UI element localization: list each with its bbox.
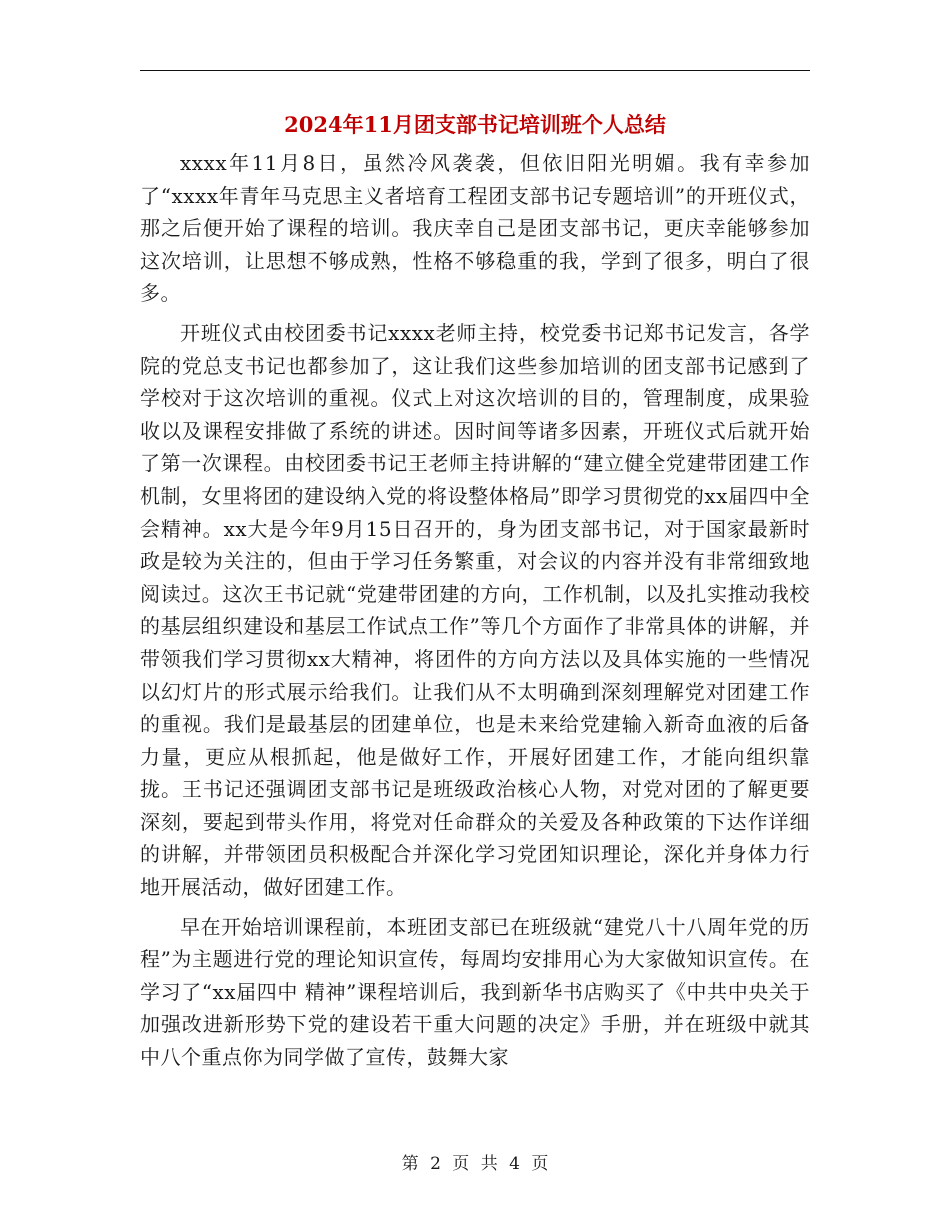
footer-total-label: 共 bbox=[480, 1154, 498, 1174]
document-title: 2024年11月团支部书记培训班个人总结 bbox=[284, 112, 666, 137]
document-body bbox=[140, 147, 810, 1081]
footer-page-current: 2 bbox=[430, 1154, 441, 1174]
paragraph-3: 早在开始培训课程前，本班团支部已在班级就“建党八十八周年党的历程”为主题进行党的理论知识宣传，每周均安排用心为大家做知识宣传。在学习了“xx届四中 精神”课程培训后，我到新华书店购买了《中共中央关于加强改进新形势下党的建设若干重大问题的决定》手册，并在班级中就其中八个重点你为同学做了宣传，鼓舞大家 bbox=[140, 914, 810, 1070]
paragraph-2: 开班仪式由校团委书记xxxx老师主持，校党委书记郑书记发言，各学院的党总支书记也都参加了，这让我们这些参加培训的团支部书记感到了学校对于这次培训的重视。仪式上对这次培训的目的，管理制度，成果验收以及课程安排做了系统的讲述。因时间等诸多因素，开班仪式后就开始了第一次课程。由校团委书记王老师主持讲解的“建立健全党建带团建工作机制，女里将团的建设纳入党的将设整体格局”即学习贯彻党的xx届四中全会精神。xx大是今年9月15日召开的，身为团支部书记，对于国家最新时政是较为关注的，但由于学习任务繁重，对会议的内容并没有非常细致地阅读过。这次王书记就“党建带团建的方向，工作机制，以及扎实推动我校的基层组织建设和基层工作试点工作”等几个方面作了非常具体的讲解，并带领我们学习贯彻xx大精神，将团件的方向方法以及具体实施的一些情况以幻灯片的形式展示给我们。让我们从不太明确到深刻理解党对团建工作的重视。我们是最基层的团建单位，也是未来给党建输入新奇血液的后备力量，更应从根抓起，他是做好工作，开展好团建工作，才能向组织靠拢。王书记还强调团支部书记是班级政治核心人物，对党对团的了解更要深刻，要起到带头作用，将党对任命群众的关爱及各种政策的下达作详细的讲解，并带领团员积极配合并深化学习党团知识理论，深化并身体力行地开展活动，做好团建工作。 bbox=[140, 320, 810, 900]
page-footer bbox=[140, 1152, 810, 1176]
footer-page-total: 4 bbox=[509, 1154, 520, 1174]
footer-total-unit: 页 bbox=[531, 1154, 549, 1174]
footer-page-unit: 页 bbox=[452, 1154, 470, 1174]
paragraph-1: xxxx年11月8日，虽然冷风袭袭，但依旧阳光明媚。我有幸参加了“xxxx年青年马克思主义者培育工程团支部书记专题培训”的开班仪式，那之后便开始了课程的培训。我庆幸自己是团支部书记，更庆幸能够参加这次培训，让思想不够成熟，性格不够稳重的我，学到了很多，明白了很多。 bbox=[140, 151, 810, 306]
footer-page-label: 第 bbox=[401, 1154, 419, 1174]
header-rule bbox=[140, 70, 810, 71]
